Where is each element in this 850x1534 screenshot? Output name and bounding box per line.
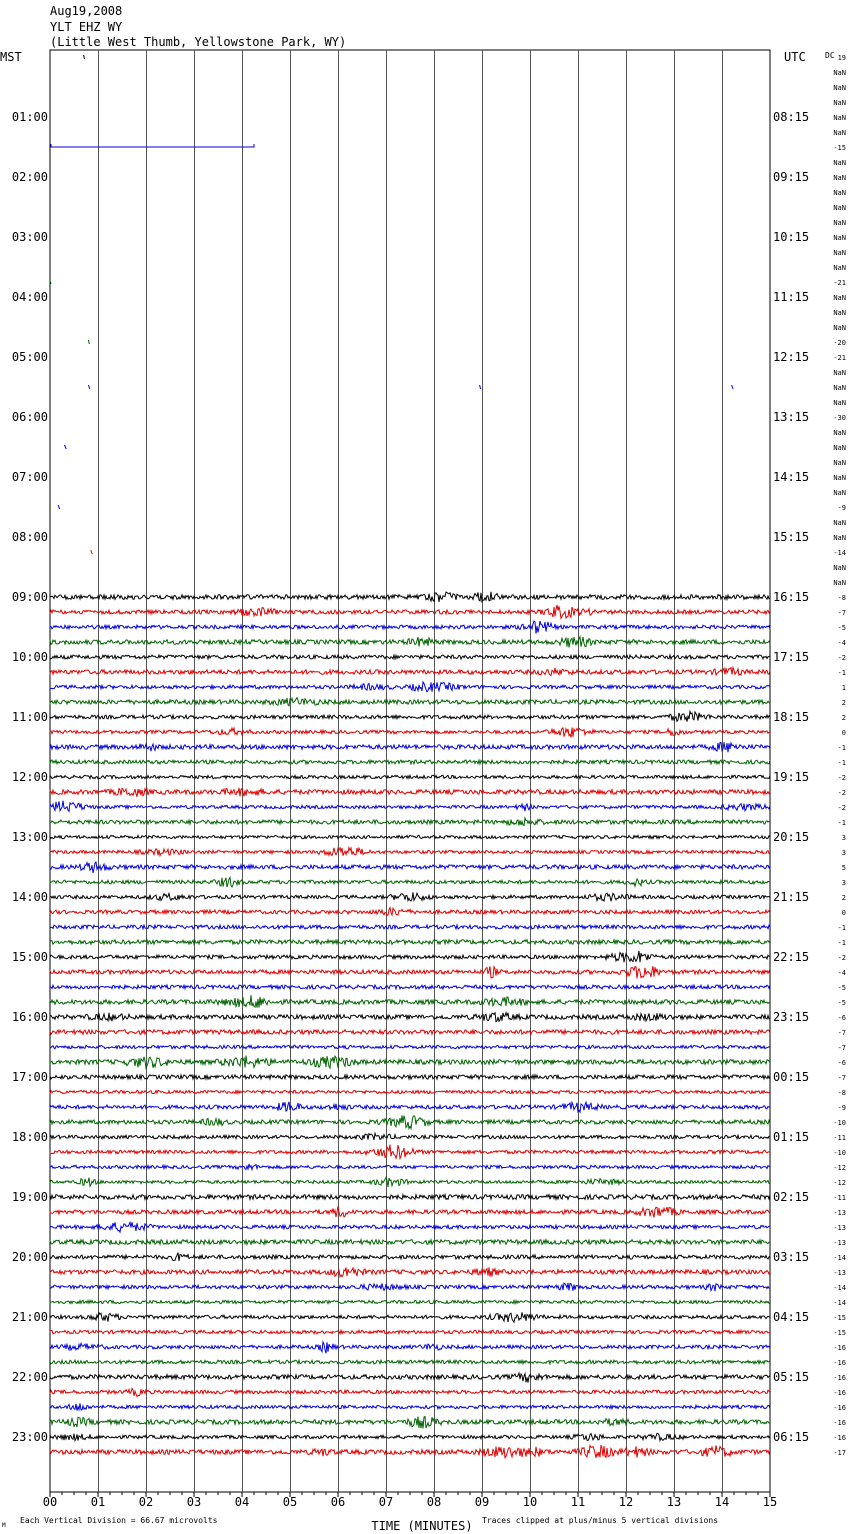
utc-hour-label: 17:15 bbox=[773, 650, 810, 664]
mst-axis-label: MST bbox=[0, 50, 22, 64]
seismic-trace bbox=[50, 1240, 770, 1245]
seismic-trace bbox=[50, 760, 770, 764]
dc-offset-label: -1 bbox=[837, 759, 846, 767]
seismic-trace bbox=[50, 1045, 770, 1048]
mst-hour-label: 08:00 bbox=[11, 530, 48, 544]
dc-offset-label: NaN bbox=[833, 369, 846, 377]
seismic-trace bbox=[50, 1404, 770, 1411]
dc-offset-label: -7 bbox=[837, 609, 846, 617]
utc-hour-label: 10:15 bbox=[773, 230, 810, 244]
dc-offset-label: NaN bbox=[833, 489, 846, 497]
seismic-trace bbox=[50, 1253, 770, 1261]
dc-offset-label: -13 bbox=[833, 1239, 846, 1247]
x-tick-label: 04 bbox=[234, 1495, 250, 1509]
x-tick-label: 13 bbox=[666, 1495, 682, 1509]
x-tick-label: 09 bbox=[474, 1495, 490, 1509]
dc-offset-label: NaN bbox=[833, 114, 846, 122]
utc-hour-label: 02:15 bbox=[773, 1190, 810, 1204]
seismic-trace bbox=[50, 862, 770, 873]
dc-offset-label: -1 bbox=[837, 669, 846, 677]
seismic-trace bbox=[50, 1090, 770, 1093]
utc-hour-label: 12:15 bbox=[773, 350, 810, 364]
seismic-trace bbox=[50, 1342, 770, 1353]
chart-location: (Little West Thumb, Yellowstone Park, WY) bbox=[50, 35, 347, 49]
seismic-trace bbox=[50, 1389, 770, 1397]
dc-offset-label: -16 bbox=[833, 1404, 846, 1412]
x-tick-label: 02 bbox=[138, 1495, 154, 1509]
mst-hour-label: 02:00 bbox=[11, 170, 48, 184]
dc-offset-label: -9 bbox=[837, 504, 846, 512]
x-tick-label: 05 bbox=[282, 1495, 298, 1509]
utc-hour-label: 19:15 bbox=[773, 770, 810, 784]
mst-hour-label: 18:00 bbox=[11, 1130, 48, 1144]
trace-blip bbox=[88, 385, 89, 389]
trace-segment bbox=[51, 144, 254, 147]
dc-offset-label: -16 bbox=[833, 1419, 846, 1427]
trace-blip bbox=[91, 550, 92, 554]
seismic-trace bbox=[50, 801, 770, 812]
seismic-trace bbox=[50, 835, 770, 838]
dc-offset-label: -9 bbox=[837, 1104, 846, 1112]
mst-hour-label: 23:00 bbox=[11, 1430, 48, 1444]
x-tick-label: 07 bbox=[378, 1495, 394, 1509]
dc-offset-label: 19 bbox=[837, 54, 846, 62]
dc-offset-label: NaN bbox=[833, 444, 846, 452]
seismic-trace bbox=[50, 1360, 770, 1364]
utc-hour-label: 04:15 bbox=[773, 1310, 810, 1324]
utc-hour-label: 08:15 bbox=[773, 110, 810, 124]
mst-hour-label: 06:00 bbox=[11, 410, 48, 424]
trace-blip bbox=[480, 385, 481, 389]
seismic-trace bbox=[50, 1330, 770, 1333]
dc-offset-label: -8 bbox=[837, 1089, 846, 1097]
chart-date: Aug19,2008 bbox=[50, 4, 123, 18]
x-tick-label: 10 bbox=[522, 1495, 538, 1509]
trace-blip bbox=[84, 55, 85, 59]
seismic-trace bbox=[50, 1195, 770, 1200]
seismic-trace bbox=[50, 818, 770, 826]
dc-offset-label: -5 bbox=[837, 984, 846, 992]
x-tick-label: 15 bbox=[762, 1495, 778, 1509]
seismic-trace bbox=[50, 1222, 770, 1232]
seismic-trace bbox=[50, 742, 770, 752]
mst-hour-label: 01:00 bbox=[11, 110, 48, 124]
dc-offset-label: 3 bbox=[841, 879, 846, 887]
seismic-trace bbox=[50, 908, 770, 916]
seismic-trace bbox=[50, 788, 770, 797]
mst-hour-label: 11:00 bbox=[11, 710, 48, 724]
seismic-trace bbox=[50, 775, 770, 778]
mst-hour-label: 16:00 bbox=[11, 1010, 48, 1024]
seismic-trace bbox=[50, 682, 770, 692]
mst-hour-label: 13:00 bbox=[11, 830, 48, 844]
seismic-trace bbox=[50, 1164, 770, 1170]
seismic-trace bbox=[50, 621, 770, 634]
trace-blip bbox=[732, 385, 733, 389]
x-tick-label: 12 bbox=[618, 1495, 634, 1509]
dc-offset-label: -2 bbox=[837, 804, 846, 812]
dc-offset-label: NaN bbox=[833, 429, 846, 437]
dc-offset-label: -16 bbox=[833, 1359, 846, 1367]
dc-offset-label: -4 bbox=[837, 969, 846, 977]
seismic-trace bbox=[50, 877, 770, 887]
dc-offset-label: NaN bbox=[833, 264, 846, 272]
dc-offset-label: -16 bbox=[833, 1389, 846, 1397]
seismic-trace bbox=[50, 985, 770, 989]
dc-offset-label: NaN bbox=[833, 564, 846, 572]
dc-offset-label: NaN bbox=[833, 294, 846, 302]
seismic-trace bbox=[50, 1013, 770, 1022]
dc-offset-label: -2 bbox=[837, 954, 846, 962]
utc-hour-label: 05:15 bbox=[773, 1370, 810, 1384]
utc-hour-label: 14:15 bbox=[773, 470, 810, 484]
dc-offset-label: -2 bbox=[837, 774, 846, 782]
plot-frame bbox=[50, 50, 770, 1492]
mst-hour-label: 07:00 bbox=[11, 470, 48, 484]
dc-offset-label: -14 bbox=[833, 549, 846, 557]
dc-offset-label: -7 bbox=[837, 1044, 846, 1052]
dc-offset-label: -21 bbox=[833, 279, 846, 287]
dc-offset-label: 2 bbox=[841, 699, 846, 707]
dc-offset-label: NaN bbox=[833, 309, 846, 317]
footer-mark: M bbox=[2, 1522, 6, 1529]
dc-offset-label: -6 bbox=[837, 1059, 846, 1067]
dc-offset-label: 0 bbox=[841, 909, 846, 917]
seismic-trace bbox=[50, 995, 770, 1008]
trace-blip bbox=[64, 445, 66, 449]
dc-offset-label: -15 bbox=[833, 1314, 846, 1322]
seismic-trace bbox=[50, 1312, 770, 1322]
mst-hour-label: 10:00 bbox=[11, 650, 48, 664]
dc-offset-label: NaN bbox=[833, 534, 846, 542]
utc-hour-label: 21:15 bbox=[773, 890, 810, 904]
seismic-trace bbox=[50, 848, 770, 856]
dc-offset-label: -1 bbox=[837, 819, 846, 827]
dc-offset-label: NaN bbox=[833, 399, 846, 407]
dc-offset-label: 3 bbox=[841, 834, 846, 842]
seismic-trace bbox=[50, 892, 770, 901]
utc-hour-label: 13:15 bbox=[773, 410, 810, 424]
mst-hour-label: 15:00 bbox=[11, 950, 48, 964]
dc-label: DC bbox=[825, 51, 835, 60]
seismic-trace bbox=[50, 668, 770, 676]
dc-offset-label: -13 bbox=[833, 1269, 846, 1277]
dc-offset-label: NaN bbox=[833, 129, 846, 137]
mst-hour-label: 03:00 bbox=[11, 230, 48, 244]
dc-offset-label: -13 bbox=[833, 1209, 846, 1217]
dc-offset-label: NaN bbox=[833, 189, 846, 197]
utc-hour-label: 03:15 bbox=[773, 1250, 810, 1264]
mst-hour-label: 14:00 bbox=[11, 890, 48, 904]
seismic-trace bbox=[50, 605, 770, 618]
utc-hour-label: 06:15 bbox=[773, 1430, 810, 1444]
dc-offset-label: 2 bbox=[841, 894, 846, 902]
x-tick-label: 11 bbox=[570, 1495, 586, 1509]
seismic-trace bbox=[50, 1267, 770, 1276]
trace-blip bbox=[88, 340, 89, 344]
seismic-trace bbox=[50, 925, 770, 929]
dc-offset-label: NaN bbox=[833, 519, 846, 527]
dc-offset-label: -1 bbox=[837, 924, 846, 932]
dc-offset-label: 1 bbox=[841, 684, 846, 692]
dc-offset-label: -20 bbox=[833, 339, 846, 347]
mst-hour-label: 05:00 bbox=[11, 350, 48, 364]
seismic-trace bbox=[50, 1030, 770, 1035]
dc-offset-label: -5 bbox=[837, 999, 846, 1007]
dc-offset-label: -4 bbox=[837, 639, 846, 647]
dc-offset-label: -2 bbox=[837, 789, 846, 797]
x-tick-label: 03 bbox=[186, 1495, 202, 1509]
seismic-trace bbox=[50, 592, 770, 602]
dc-offset-label: NaN bbox=[833, 219, 846, 227]
x-tick-label: 00 bbox=[42, 1495, 58, 1509]
seismic-trace bbox=[50, 966, 770, 978]
dc-offset-label: -16 bbox=[833, 1374, 846, 1382]
dc-offset-label: NaN bbox=[833, 99, 846, 107]
dc-offset-label: -10 bbox=[833, 1149, 846, 1157]
dc-offset-label: -5 bbox=[837, 624, 846, 632]
utc-hour-label: 09:15 bbox=[773, 170, 810, 184]
dc-offset-label: -2 bbox=[837, 654, 846, 662]
utc-hour-label: 00:15 bbox=[773, 1070, 810, 1084]
dc-offset-label: -15 bbox=[833, 144, 846, 152]
clip-note: Traces clipped at plus/minus 5 vertical divisions bbox=[482, 1516, 719, 1525]
mst-hour-label: 09:00 bbox=[11, 590, 48, 604]
dc-offset-label: NaN bbox=[833, 579, 846, 587]
seismic-trace bbox=[50, 1102, 770, 1112]
x-tick-label: 06 bbox=[330, 1495, 346, 1509]
seismic-trace bbox=[50, 1133, 770, 1140]
utc-hour-label: 16:15 bbox=[773, 590, 810, 604]
seismic-trace bbox=[50, 1075, 770, 1079]
dc-offset-label: -16 bbox=[833, 1434, 846, 1442]
x-tick-label: 14 bbox=[714, 1495, 730, 1509]
x-tick-label: 01 bbox=[90, 1495, 106, 1509]
x-tick-label: 08 bbox=[426, 1495, 442, 1509]
dc-offset-label: NaN bbox=[833, 249, 846, 257]
utc-hour-label: 01:15 bbox=[773, 1130, 810, 1144]
dc-offset-label: -7 bbox=[837, 1074, 846, 1082]
dc-offset-label: NaN bbox=[833, 459, 846, 467]
x-axis-title: TIME (MINUTES) bbox=[371, 1519, 473, 1533]
dc-offset-label: -14 bbox=[833, 1299, 846, 1307]
dc-offset-label: NaN bbox=[833, 69, 846, 77]
dc-offset-label: -1 bbox=[837, 939, 846, 947]
trace-group bbox=[50, 592, 770, 1458]
dc-offset-label: -6 bbox=[837, 1014, 846, 1022]
trace-blip bbox=[58, 505, 59, 509]
dc-offset-label: 5 bbox=[841, 864, 846, 872]
dc-offset-label: -10 bbox=[833, 1119, 846, 1127]
utc-hour-label: 20:15 bbox=[773, 830, 810, 844]
seismic-trace bbox=[50, 940, 770, 944]
dc-offset-label: -15 bbox=[833, 1329, 846, 1337]
dc-offset-label: -13 bbox=[833, 1224, 846, 1232]
seismic-trace bbox=[50, 1145, 770, 1159]
mst-hour-label: 17:00 bbox=[11, 1070, 48, 1084]
dc-offset-label: NaN bbox=[833, 174, 846, 182]
dc-offset-label: NaN bbox=[833, 204, 846, 212]
utc-hour-label: 18:15 bbox=[773, 710, 810, 724]
dc-offset-label: 0 bbox=[841, 729, 846, 737]
dc-offset-label: -1 bbox=[837, 744, 846, 752]
dc-offset-label: -11 bbox=[833, 1194, 846, 1202]
seismic-trace bbox=[50, 1056, 770, 1069]
mst-hour-label: 21:00 bbox=[11, 1310, 48, 1324]
dc-offset-label: -17 bbox=[833, 1449, 846, 1457]
seismic-trace bbox=[50, 1417, 770, 1429]
seismic-trace bbox=[50, 637, 770, 648]
dc-offset-label: -16 bbox=[833, 1344, 846, 1352]
dc-offset-label: -14 bbox=[833, 1254, 846, 1262]
dc-offset-label: -7 bbox=[837, 1029, 846, 1037]
seismic-trace bbox=[50, 951, 770, 962]
utc-hour-label: 15:15 bbox=[773, 530, 810, 544]
seismic-trace bbox=[50, 1177, 770, 1187]
seismic-trace bbox=[50, 1433, 770, 1440]
dc-offset-label: -14 bbox=[833, 1284, 846, 1292]
utc-hour-label: 23:15 bbox=[773, 1010, 810, 1024]
mst-hour-label: 04:00 bbox=[11, 290, 48, 304]
seismic-trace bbox=[50, 1283, 770, 1291]
dc-offset-label: 3 bbox=[841, 849, 846, 857]
dc-offset-label: -30 bbox=[833, 414, 846, 422]
dc-offset-label: -21 bbox=[833, 354, 846, 362]
chart-station: YLT EHZ WY bbox=[50, 20, 123, 34]
scale-note: Each Vertical Division = 66.67 microvolts bbox=[20, 1516, 218, 1525]
dc-offset-label: -12 bbox=[833, 1179, 846, 1187]
utc-hour-label: 11:15 bbox=[773, 290, 810, 304]
dc-offset-label: NaN bbox=[833, 159, 846, 167]
dc-offset-label: NaN bbox=[833, 234, 846, 242]
dc-offset-label: -11 bbox=[833, 1134, 846, 1142]
dc-offset-label: NaN bbox=[833, 84, 846, 92]
seismic-trace bbox=[50, 711, 770, 721]
seismic-trace bbox=[50, 1445, 770, 1458]
dc-offset-label: NaN bbox=[833, 324, 846, 332]
seismic-trace bbox=[50, 1116, 770, 1129]
seismic-trace bbox=[50, 1206, 770, 1217]
mst-hour-label: 19:00 bbox=[11, 1190, 48, 1204]
dc-offset-label: NaN bbox=[833, 384, 846, 392]
mst-hour-label: 12:00 bbox=[11, 770, 48, 784]
seismic-trace bbox=[50, 655, 770, 659]
dc-offset-label: NaN bbox=[833, 474, 846, 482]
mst-hour-label: 22:00 bbox=[11, 1370, 48, 1384]
dc-offset-label: -12 bbox=[833, 1164, 846, 1172]
seismic-trace bbox=[50, 698, 770, 706]
seismic-trace bbox=[50, 1373, 770, 1383]
dc-offset-label: 2 bbox=[841, 714, 846, 722]
dc-offset-label: -8 bbox=[837, 594, 846, 602]
seismic-trace bbox=[50, 1300, 770, 1303]
utc-axis-label: UTC bbox=[784, 50, 806, 64]
seismic-trace bbox=[50, 728, 770, 738]
utc-hour-label: 22:15 bbox=[773, 950, 810, 964]
mst-hour-label: 20:00 bbox=[11, 1250, 48, 1264]
